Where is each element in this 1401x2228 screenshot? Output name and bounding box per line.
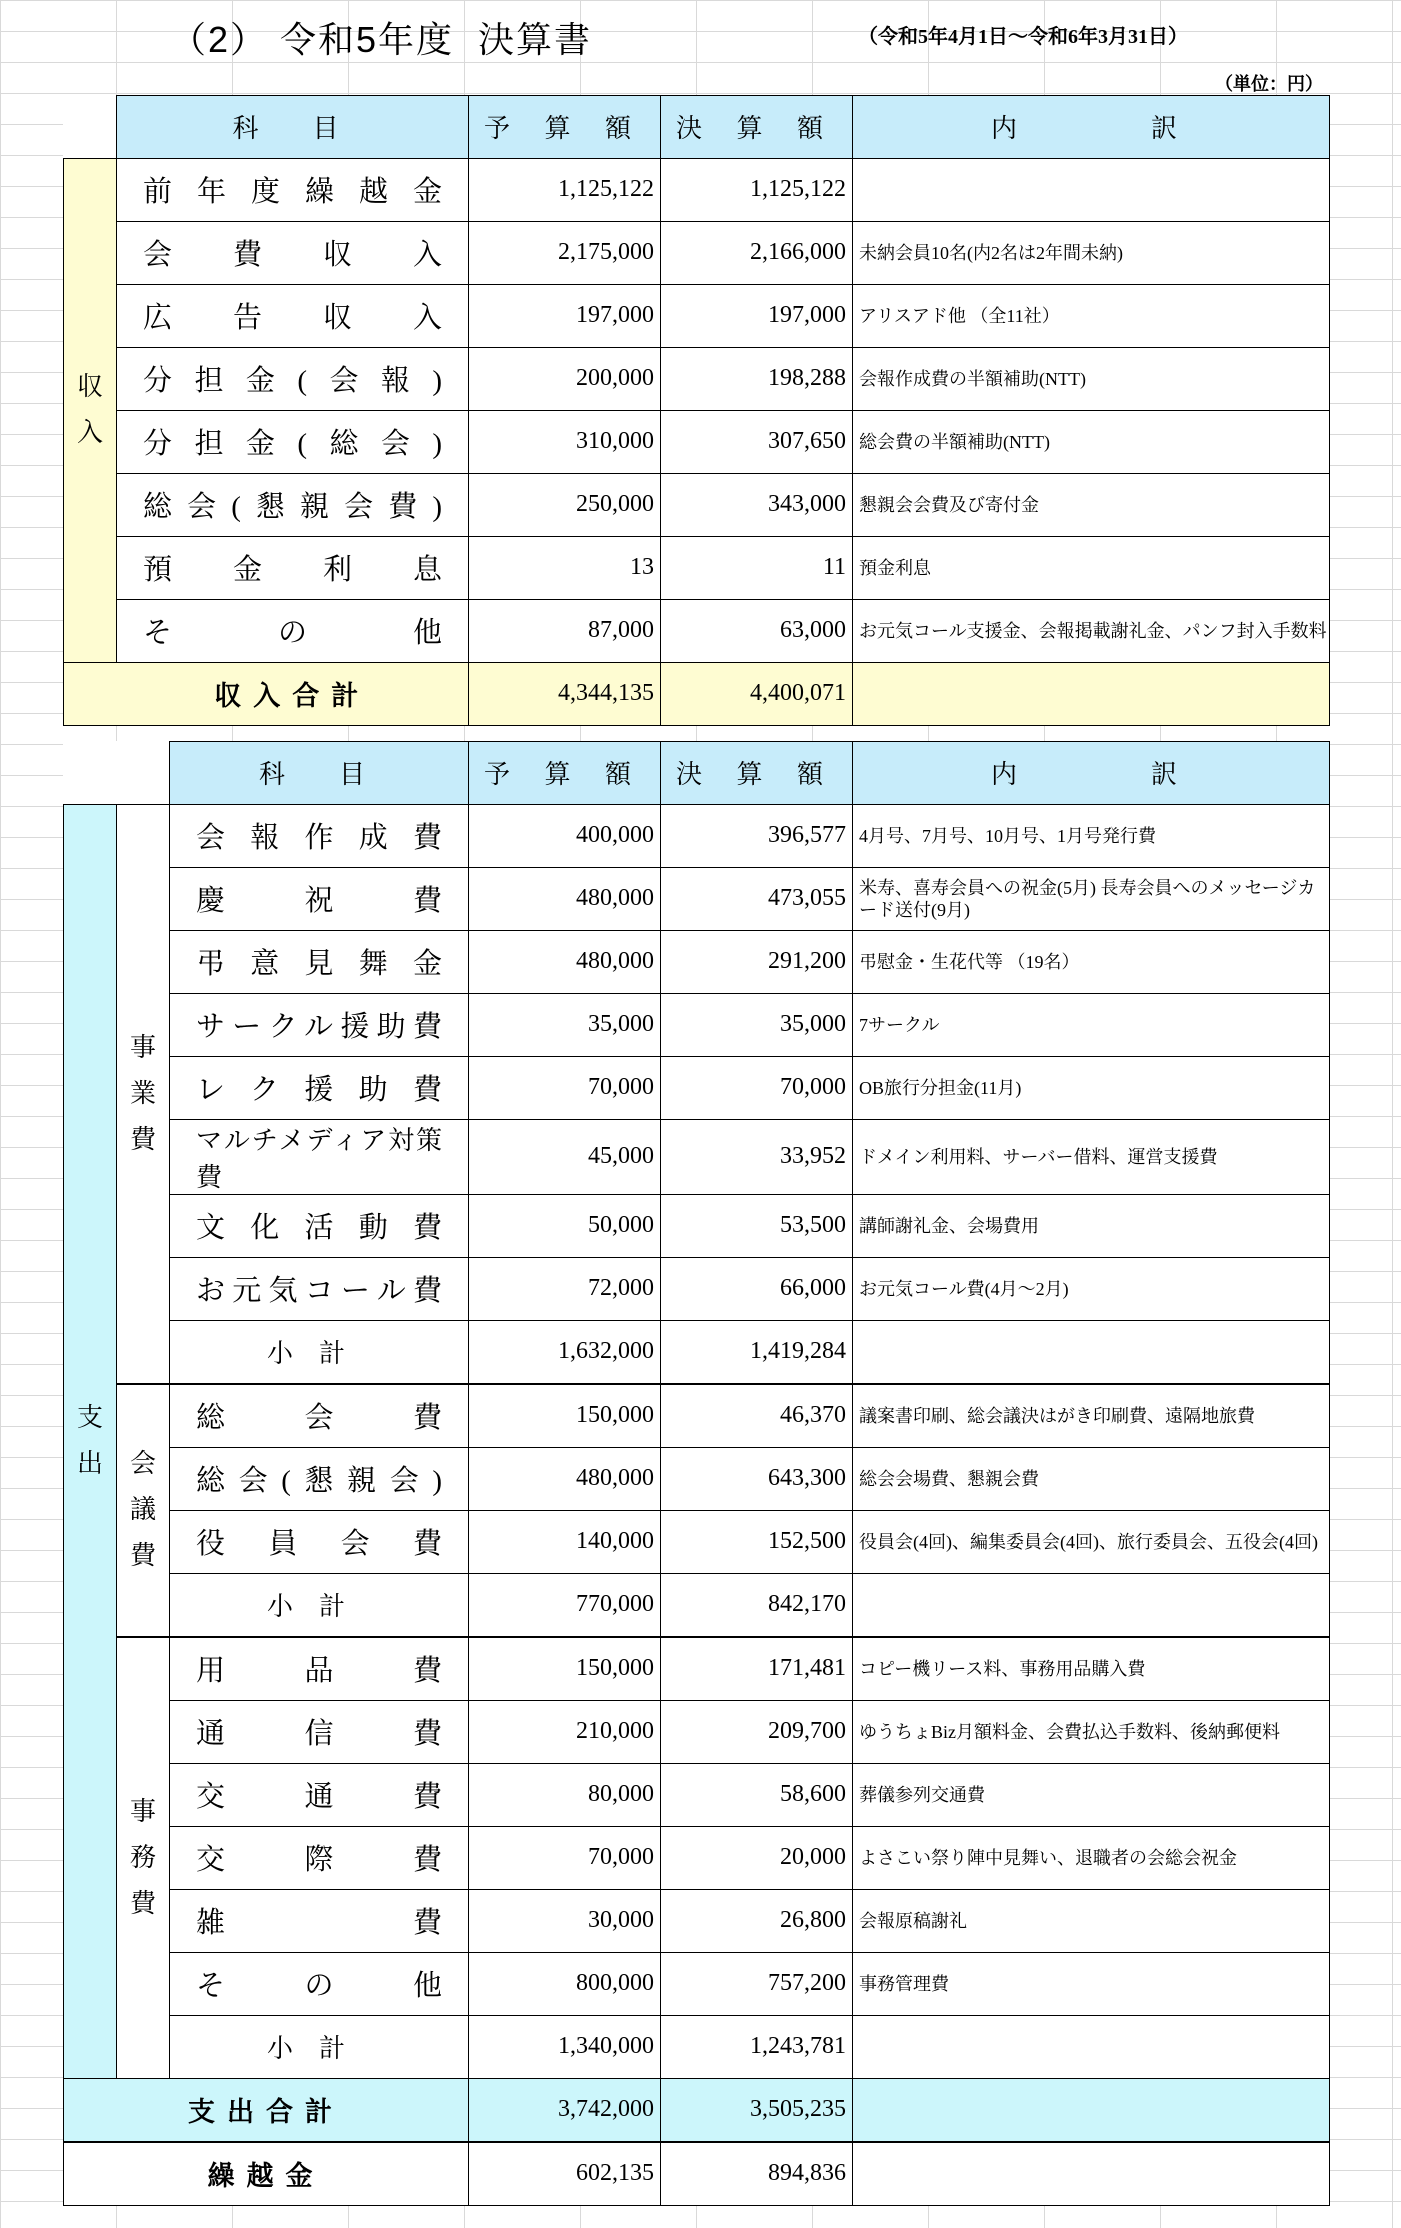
subtotal-row — [64, 2015, 1330, 2078]
budget-amount: 200,000 — [469, 347, 661, 410]
budget-amount: 72,000 — [469, 1257, 661, 1320]
vertical-label-text: 収入 — [76, 372, 103, 447]
income-total-detail — [853, 662, 1330, 725]
carryover-row — [64, 2142, 1330, 2206]
actual-amount: 1,125,122 — [661, 158, 853, 221]
item-name: 分担金(総会) — [117, 410, 469, 473]
item-name: 弔意見舞金 — [170, 930, 469, 993]
header-budget: 予 算 額 — [469, 742, 661, 805]
vertical-label-text: 事務費 — [129, 1796, 156, 1918]
budget-amount: 150,000 — [469, 1384, 661, 1448]
subtotal-detail — [853, 1320, 1330, 1384]
actual-amount: 35,000 — [661, 993, 853, 1056]
item-detail: 講師謝礼金、会場費用 — [853, 1194, 1330, 1257]
actual-amount: 643,300 — [661, 1447, 853, 1510]
budget-amount: 45,000 — [469, 1119, 661, 1194]
header-budget: 予 算 額 — [469, 96, 661, 159]
subtotal-budget: 1,340,000 — [469, 2015, 661, 2078]
item-name: 総会(懇親会費) — [117, 473, 469, 536]
item-detail: 弔慰金・生花代等 （19名） — [853, 930, 1330, 993]
income-row — [64, 599, 1330, 662]
expense-row — [64, 1194, 1330, 1257]
item-name: 用品費 — [170, 1637, 469, 1701]
actual-amount: 33,952 — [661, 1119, 853, 1194]
header-detail: 内 訳 — [853, 96, 1330, 159]
actual-amount: 198,288 — [661, 347, 853, 410]
actual-amount: 20,000 — [661, 1826, 853, 1889]
header-subject: 科 目 — [170, 742, 469, 805]
expense-total-label: 支出合計 — [64, 2078, 469, 2142]
item-detail: 総会費の半額補助(NTT) — [853, 410, 1330, 473]
budget-amount: 80,000 — [469, 1763, 661, 1826]
budget-amount: 480,000 — [469, 930, 661, 993]
item-detail: 4月号、7月号、10月号、1月号発行費 — [853, 804, 1330, 867]
unit-label: （単位：円） — [1215, 74, 1323, 94]
actual-amount: 11 — [661, 536, 853, 599]
subtotal-detail — [853, 1573, 1330, 1637]
expense-section-label — [64, 804, 117, 2078]
item-name: その他 — [170, 1952, 469, 2015]
income-table — [63, 95, 1330, 726]
item-name: レク援助費 — [170, 1056, 469, 1119]
header-actual: 決 算 額 — [661, 742, 853, 805]
actual-amount: 757,200 — [661, 1952, 853, 2015]
item-detail: アリスアド他 （全11社） — [853, 284, 1330, 347]
actual-amount: 396,577 — [661, 804, 853, 867]
income-row — [64, 221, 1330, 284]
expense-row — [64, 1637, 1330, 1701]
budget-amount: 1,125,122 — [469, 158, 661, 221]
item-name: その他 — [117, 599, 469, 662]
expense-row — [64, 1384, 1330, 1448]
item-name: お元気コール費 — [170, 1257, 469, 1320]
item-name: 慶祝費 — [170, 867, 469, 930]
actual-amount: 2,166,000 — [661, 221, 853, 284]
item-detail: 預金利息 — [853, 536, 1330, 599]
item-name: 総会費 — [170, 1384, 469, 1448]
budget-amount: 87,000 — [469, 599, 661, 662]
carryover-label: 繰越金 — [64, 2142, 469, 2206]
item-name: サークル援助費 — [170, 993, 469, 1056]
item-detail: お元気コール費(4月～2月) — [853, 1257, 1330, 1320]
income-row — [64, 347, 1330, 410]
item-name: 雑費 — [170, 1889, 469, 1952]
item-detail: OB旅行分担金(11月) — [853, 1056, 1330, 1119]
item-detail: 未納会員10名(内2名は2年間未納) — [853, 221, 1330, 284]
actual-amount: 307,650 — [661, 410, 853, 473]
actual-amount: 63,000 — [661, 599, 853, 662]
item-detail: ゆうちょBiz月額料金、会費払込手数料、後納郵便料 — [853, 1700, 1330, 1763]
expense-row — [64, 1763, 1330, 1826]
actual-amount: 58,600 — [661, 1763, 853, 1826]
budget-amount: 35,000 — [469, 993, 661, 1056]
item-detail: よさこい祭り陣中見舞い、退職者の会総会祝金 — [853, 1826, 1330, 1889]
item-name: 前年度繰越金 — [117, 158, 469, 221]
budget-amount: 197,000 — [469, 284, 661, 347]
subtotal-budget: 770,000 — [469, 1573, 661, 1637]
expense-group-label — [117, 804, 170, 1384]
item-name: 会報作成費 — [170, 804, 469, 867]
item-name: 通信費 — [170, 1700, 469, 1763]
income-row — [64, 473, 1330, 536]
income-total-budget: 4,344,135 — [469, 662, 661, 725]
income-total-actual: 4,400,071 — [661, 662, 853, 725]
vertical-label-text: 支出 — [76, 1403, 103, 1478]
actual-amount: 70,000 — [661, 1056, 853, 1119]
subtotal-actual: 1,243,781 — [661, 2015, 853, 2078]
expense-row — [64, 993, 1330, 1056]
subtotal-actual: 842,170 — [661, 1573, 853, 1637]
expense-total-budget: 3,742,000 — [469, 2078, 661, 2142]
vertical-label-text: 事業費 — [129, 1032, 156, 1154]
subtotal-detail — [853, 2015, 1330, 2078]
item-name: 会費収入 — [117, 221, 469, 284]
actual-amount: 26,800 — [661, 1889, 853, 1952]
budget-amount: 70,000 — [469, 1056, 661, 1119]
income-total-label: 収入合計 — [117, 662, 469, 725]
income-row — [64, 536, 1330, 599]
expense-table — [63, 741, 1330, 2206]
budget-amount: 400,000 — [469, 804, 661, 867]
carryover-actual: 894,836 — [661, 2142, 853, 2206]
expense-row — [64, 1257, 1330, 1320]
actual-amount: 152,500 — [661, 1510, 853, 1573]
item-detail: 議案書印刷、総会議決はがき印刷費、遠隔地旅費 — [853, 1384, 1330, 1448]
item-name: 文化活動費 — [170, 1194, 469, 1257]
item-detail — [853, 158, 1330, 221]
item-name: マルチメディア対策費 — [170, 1119, 469, 1194]
item-name: 分担金(会報) — [117, 347, 469, 410]
expense-total-actual: 3,505,235 — [661, 2078, 853, 2142]
budget-amount: 150,000 — [469, 1637, 661, 1701]
expense-row — [64, 1952, 1330, 2015]
expense-row — [64, 804, 1330, 867]
income-total-row — [64, 662, 1330, 725]
page-title: （2） 令和5年度 決算書 — [170, 19, 593, 60]
vertical-label-text: 会議費 — [129, 1449, 156, 1570]
actual-amount: 291,200 — [661, 930, 853, 993]
expense-total-row — [64, 2078, 1330, 2142]
total-gutter — [64, 662, 117, 725]
expense-row — [64, 1447, 1330, 1510]
budget-amount: 13 — [469, 536, 661, 599]
subtotal-actual: 1,419,284 — [661, 1320, 853, 1384]
item-name: 役員会費 — [170, 1510, 469, 1573]
carryover-detail — [853, 2142, 1330, 2206]
subtotal-row — [64, 1320, 1330, 1384]
expense-row — [64, 867, 1330, 930]
actual-amount: 473,055 — [661, 867, 853, 930]
expense-row — [64, 1056, 1330, 1119]
expense-group-label — [117, 1637, 170, 2079]
subtotal-budget: 1,632,000 — [469, 1320, 661, 1384]
actual-amount: 66,000 — [661, 1257, 853, 1320]
item-name: 広告収入 — [117, 284, 469, 347]
income-row — [64, 410, 1330, 473]
budget-amount: 800,000 — [469, 1952, 661, 2015]
budget-amount: 30,000 — [469, 1889, 661, 1952]
expense-row — [64, 1826, 1330, 1889]
budget-amount: 480,000 — [469, 867, 661, 930]
item-detail: 7サークル — [853, 993, 1330, 1056]
subtotal-label: 小計 — [170, 1320, 469, 1384]
actual-amount: 171,481 — [661, 1637, 853, 1701]
item-detail: コピー機リース料、事務用品購入費 — [853, 1637, 1330, 1701]
fiscal-period: （令和5年4月1日～令和6年3月31日） — [858, 26, 1188, 48]
actual-amount: 197,000 — [661, 284, 853, 347]
income-section-label — [64, 158, 117, 662]
carryover-budget: 602,135 — [469, 2142, 661, 2206]
item-detail: 会報作成費の半額補助(NTT) — [853, 347, 1330, 410]
budget-amount: 140,000 — [469, 1510, 661, 1573]
expense-row — [64, 1889, 1330, 1952]
header-subject: 科 目 — [117, 96, 469, 159]
income-row — [64, 284, 1330, 347]
subtotal-label: 小計 — [170, 2015, 469, 2078]
expense-total-detail — [853, 2078, 1330, 2142]
income-row — [64, 158, 1330, 221]
item-detail: 総会会場費、懇親会費 — [853, 1447, 1330, 1510]
item-detail: 事務管理費 — [853, 1952, 1330, 2015]
subtotal-label: 小計 — [170, 1573, 469, 1637]
expense-row — [64, 1700, 1330, 1763]
item-detail: 役員会(4回)、編集委員会(4回)、旅行委員会、五役会(4回) — [853, 1510, 1330, 1573]
actual-amount: 343,000 — [661, 473, 853, 536]
budget-amount: 480,000 — [469, 1447, 661, 1510]
item-name: 交通費 — [170, 1763, 469, 1826]
item-detail: 会報原稿謝礼 — [853, 1889, 1330, 1952]
expense-row — [64, 1510, 1330, 1573]
expense-row — [64, 930, 1330, 993]
budget-amount: 50,000 — [469, 1194, 661, 1257]
expense-row — [64, 1119, 1330, 1194]
item-name: 預金利息 — [117, 536, 469, 599]
budget-amount: 210,000 — [469, 1700, 661, 1763]
item-detail: お元気コール支援金、会報掲載謝礼金、パンフ封入手数料 — [853, 599, 1330, 662]
subtotal-row — [64, 1573, 1330, 1637]
item-name: 総会(懇親会) — [170, 1447, 469, 1510]
budget-amount: 2,175,000 — [469, 221, 661, 284]
budget-amount: 250,000 — [469, 473, 661, 536]
actual-amount: 209,700 — [661, 1700, 853, 1763]
item-detail: ドメイン利用料、サーバー借料、運営支援費 — [853, 1119, 1330, 1194]
budget-amount: 310,000 — [469, 410, 661, 473]
item-detail: 米寿、喜寿会員への祝金(5月) 長寿会員へのメッセージカード送付(9月) — [853, 867, 1330, 930]
actual-amount: 46,370 — [661, 1384, 853, 1448]
item-detail: 葬儀参列交通費 — [853, 1763, 1330, 1826]
header-detail: 内 訳 — [853, 742, 1330, 805]
item-detail: 懇親会会費及び寄付金 — [853, 473, 1330, 536]
actual-amount: 53,500 — [661, 1194, 853, 1257]
item-name: 交際費 — [170, 1826, 469, 1889]
budget-amount: 70,000 — [469, 1826, 661, 1889]
header-actual: 決 算 額 — [661, 96, 853, 159]
expense-group-label — [117, 1384, 170, 1637]
